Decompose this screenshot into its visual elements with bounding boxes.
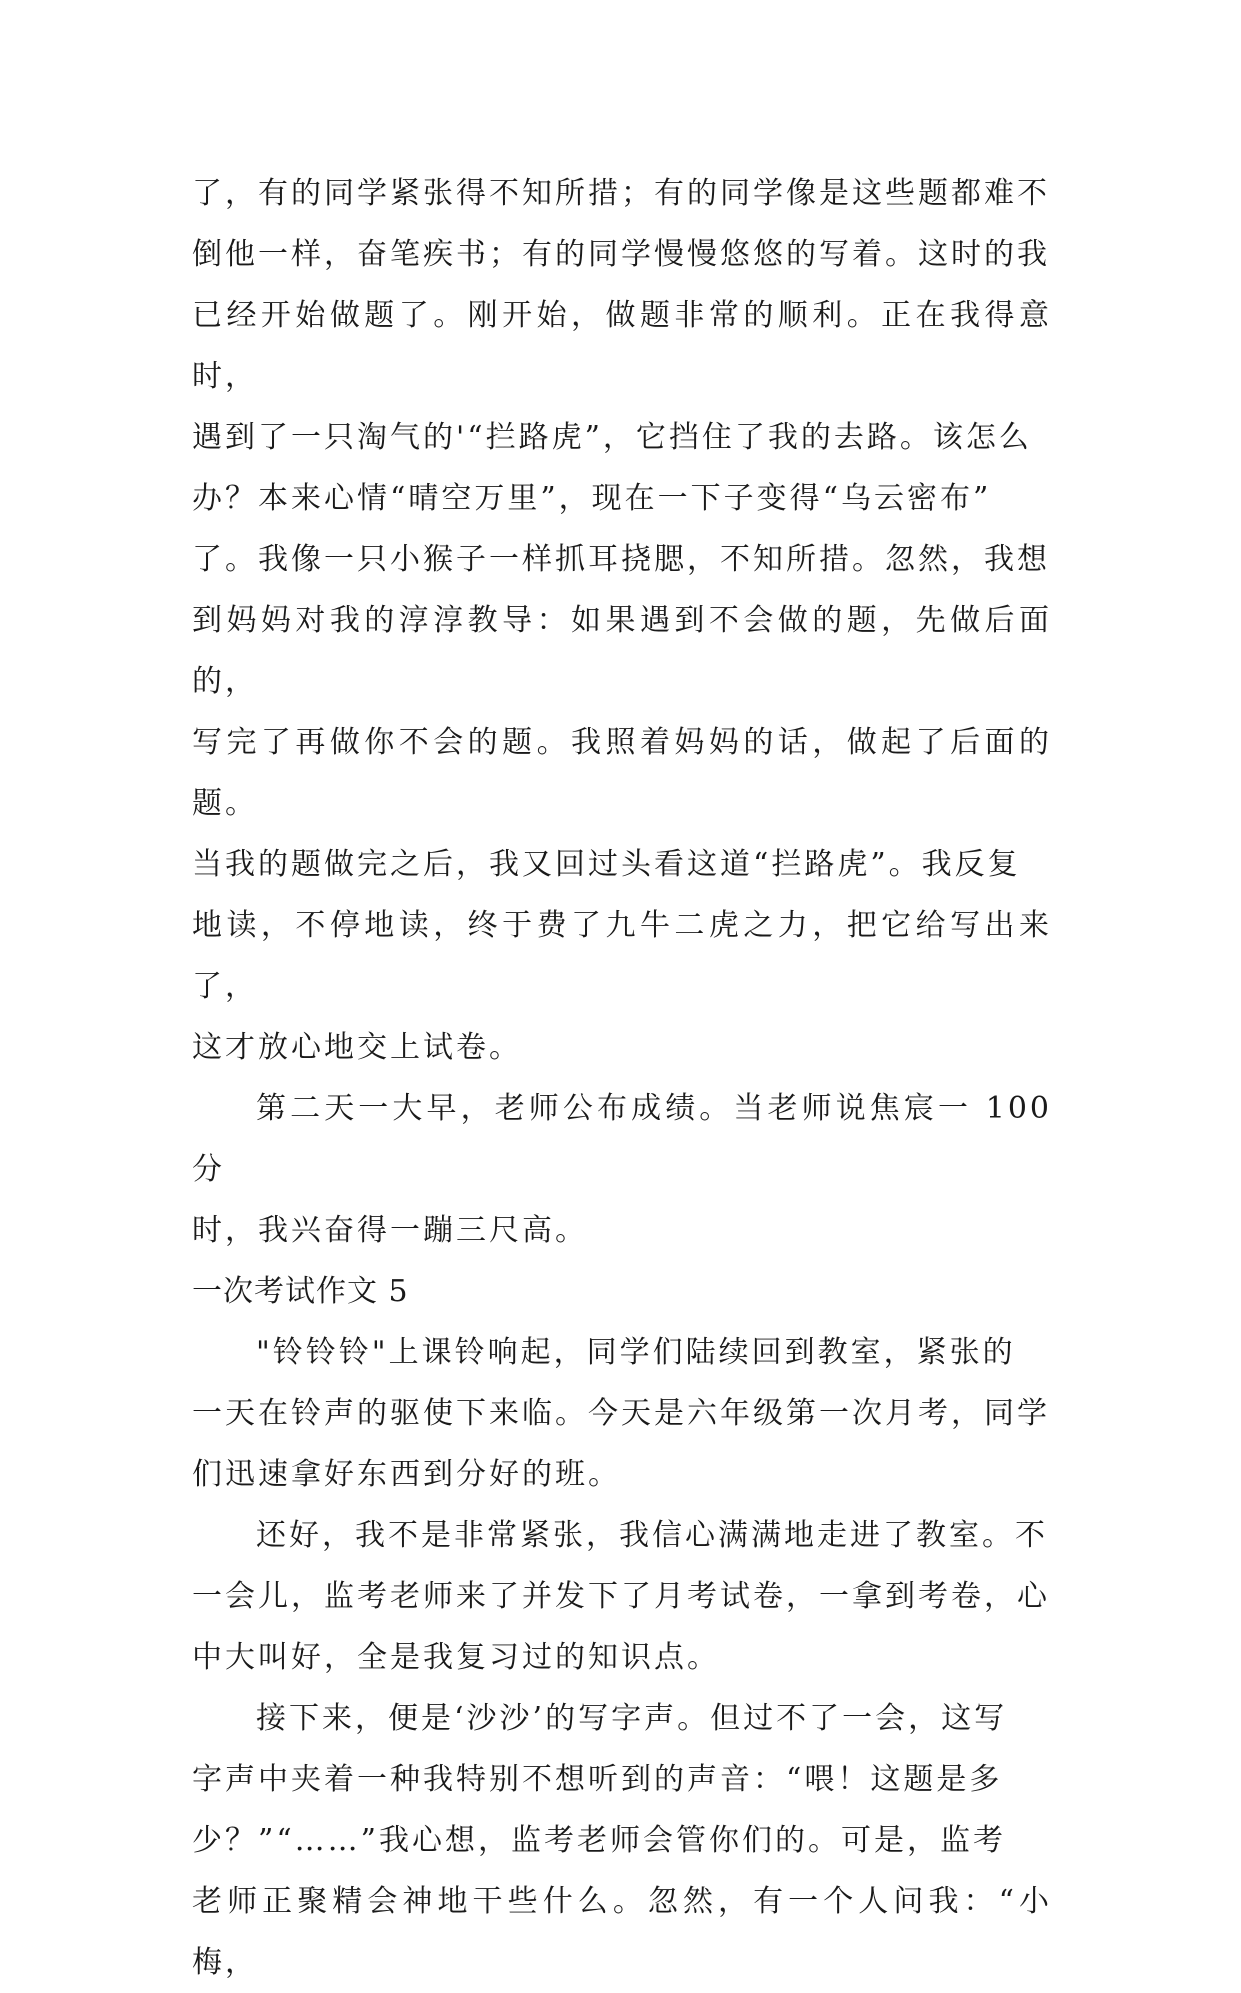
paragraph-confident: 还好，我不是非常紧张，我信心满满地走进了教室。不 一会儿，监考老师来了并发下了月考试卷，一拿到考卷，心 中大叫好，全是我复习过的知识点。	[192, 1518, 1050, 1675]
essay-heading: 一次考试作文 5	[192, 1274, 409, 1309]
paragraph-writing-sounds: 接下来，便是‘沙沙’的写字声。但过不了一会，这写 字声中夹着一种我特别不想听到的声音：“喂！这题是多 少？”“……”我心想，监考老师会管你们的。可是，监考 老师正聚精会神地干些什么。忽然，有一个人问我：“小梅，	[192, 1701, 1052, 1980]
paragraph-bell: "铃铃铃"上课铃响起，同学们陆续回到教室，紧张的 一天在铃声的驱使下来临。今天是六年级第一次月考，同学 们迅速拿好东西到分好的班。	[192, 1335, 1050, 1492]
paragraph-results: 第二天一大早，老师公布成绩。当老师说焦宸一 100 分 时，我兴奋得一蹦三尺高。	[192, 1091, 1052, 1248]
document-body	[192, 163, 1052, 1993]
paragraph-continued: 了，有的同学紧张得不知所措；有的同学像是这些题都难不 倒他一样，奋笔疾书；有的同学慢慢悠悠的写着。这时的我 已经开始做题了。刚开始，做题非常的顺利。正在我得意时， 遇到了一只淘气的'“拦路虎”，它挡住了我的去路。该怎么 办？本来心情“晴空万里”，现在一下子变得“乌云密布” 了。我像一只小猴子一样抓耳挠腮，不知所措。忽然，我想 到妈妈对我的淳淳教导：如果遇到不会做的题，先做后面的， 写完了再做你不会的题。我照着妈妈的话，做起了后面的题。 当我的题做完之后，我又回过头看这道“拦路虎”。我反复 地读，不停地读，终于费了九牛二虎之力，把它给写出来了， 这才放心地交上试卷。	[192, 176, 1052, 1065]
